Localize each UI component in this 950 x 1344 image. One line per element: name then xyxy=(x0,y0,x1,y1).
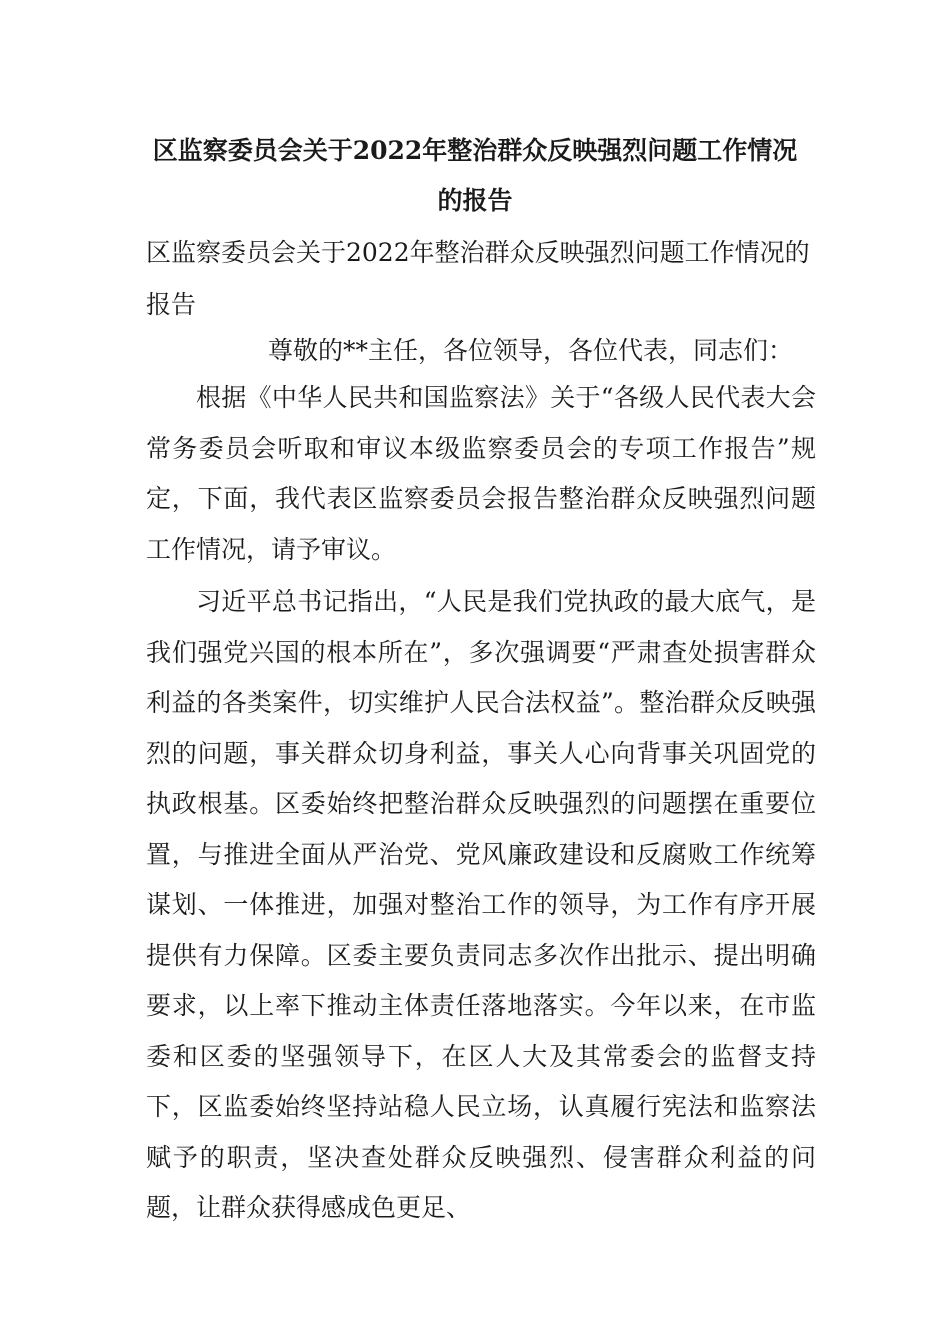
document-subtitle: 区监察委员会关于2022年整治群众反映强烈问题工作情况的报告 xyxy=(146,238,810,319)
document-title-line-1: 区监察委员会关于2022年整治群众反映强烈问题工作情况 xyxy=(152,136,798,165)
document-title-line-2: 的报告 xyxy=(437,186,513,215)
salutation: 尊敬的**主任，各位领导，各位代表，同志们： xyxy=(268,336,794,365)
paragraph-2: 习近平总书记指出，“人民是我们党执政的最大底气，是我们强党兴国的根本所在”，多次强调要“严肃查处损害群众利益的各类案件，切实维护人民合法权益”。整治群众反映强烈的问题，事关群众切身利益，事关人心向背事关巩固党的执政根基。区委始终把整治群众反映强烈的问题摆在重要位置，与推进全面从严治党、党风廉政建设和反腐败工作统筹谋划、一体推进，加强对整治工作的领导，为工作有序开展提供有力保障。区委主要负责同志多次作出批示、提出明确要求，以上率下推动主体责任落地落实。今年以来，在市监委和区委的坚强领导下，在区人大及其常委会的监督支持下，区监委始终坚持站稳人民立场，认真履行宪法和监察法赋予的职责，坚决查处群众反映强烈、侵害群众利益的问题，让群众获得感成色更足、 xyxy=(146,587,816,1222)
paragraph-1: 根据《中华人民共和国监察法》关于“各级人民代表大会常务委员会听取和审议本级监察委员会的专项工作报告”规定，下面，我代表区监察委员会报告整治群众反映强烈问题工作情况，请予审议。 xyxy=(146,383,816,564)
